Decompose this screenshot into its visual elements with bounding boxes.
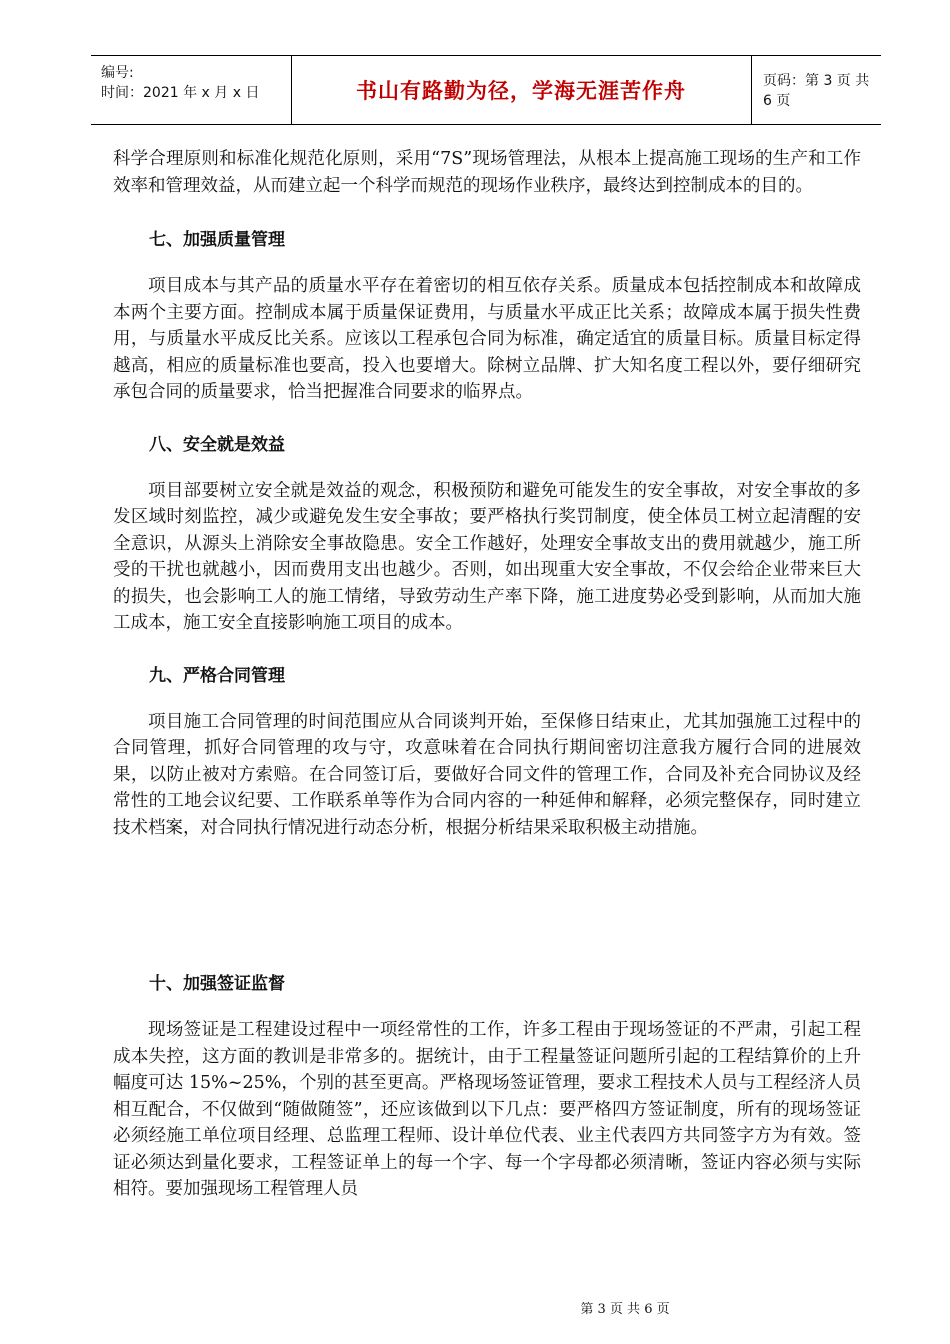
footer-page-number: 第 3 页 共 6 页 xyxy=(580,1302,670,1317)
date-label: 时间：2021 年 x 月 x 日 xyxy=(101,85,260,101)
section-heading-10: 十、加强签证监督 xyxy=(149,974,285,994)
section-text-7: 项目成本与其产品的质量水平存在着密切的相互依存关系。质量成本包括控制成本和故障成本两个主要方面。控制成本属于质量保证费用，与质量水平成正比关系；故障成本属于损失性费用，与质量水平成反比关系。应该以工程承包合同为标准，确定适宜的质量目标。质量目标定得越高，相应的质量标准也要高，投入也要增大。除树立品牌、扩大知名度工程以外，要仔细研究承包合同的质量要求，恰当把握准合同要求的临界点。 xyxy=(113,276,861,402)
section-text-9: 项目施工合同管理的时间范围应从合同谈判开始，至保修日结束止，尤其加强施工过程中的合同管理，抓好合同管理的攻与守，攻意味着在合同执行期间密切注意我方履行合同的进展效果，以防止被对方索赔。在合同签订后，要做好合同文件的管理工作，合同及补充合同协议及经常性的工地会议纪要、工作联系单等作为合同内容的一种延伸和解释，必须完整保存，同时建立技术档案，对合同执行情况进行动态分析，根据分析结果采取积极主动措施。 xyxy=(113,711,861,838)
header-page-cell xyxy=(751,56,881,124)
section-heading-7: 七、加强质量管理 xyxy=(149,230,285,250)
section-heading-8: 八、安全就是效益 xyxy=(149,434,285,455)
document-body xyxy=(113,146,861,1203)
header-meta xyxy=(91,56,292,124)
motto-text: 书山有路勤为径，学海无涯苦作舟 xyxy=(356,79,686,103)
page-header xyxy=(91,55,881,125)
serial-label: 编号: xyxy=(101,65,134,81)
page-code: 页码：第 3 页 共 6 页 xyxy=(763,73,870,109)
page-footer xyxy=(0,1298,950,1317)
section-text-10: 现场签证是工程建设过程中一项经常性的工作，许多工程由于现场签证的不严肃，引起工程成本失控，这方面的教训是非常多的。据统计，由于工程量签证问题所引起的工程结算价的上升幅度可达 15%~25%，个别的甚至更高。严格现场签证管理，要求工程技术人员与工程经济人员相互配合，不仅做到“随做随签”，还应该做到以下几点：要严格四方签证制度，所有的现场签证必须经施工单位项目经理、总监理工程师、设计单位代表、业主代表四方共同签字方为有效。签证必须达到量化要求，工程签证单上的每一个字、每一个字母都必须清晰，签证内容必须与实际相符。要加强现场工程管理人员 xyxy=(113,1020,861,1199)
section-text-8: 项目部要树立安全就是效益的观念，积极预防和避免可能发生的安全事故，对安全事故的多发区域时刻监控，减少或避免发生安全事故；要严格执行奖罚制度，使全体员工树立起清醒的安全意识，从源头上消除安全事故隐患。安全工作越好，处理安全事故支出的费用就越少，施工所受的干扰也就越小，因而费用支出也越少。否则，如出现重大安全事故，不仅会给企业带来巨大的损失，也会影响工人的施工情绪，导致劳动生产率下降，施工进度势必受到影响，从而加大施工成本，施工安全直接影响施工项目的成本。 xyxy=(113,480,861,633)
section-heading-9: 九、严格合同管理 xyxy=(149,665,285,686)
header-motto-cell xyxy=(291,56,752,124)
intro-paragraph: 科学合理原则和标准化规范化原则，采用“7S”现场管理法，从根本上提高施工现场的生产和工作效率和管理效益，从而建立起一个科学而规范的现场作业秩序，最终达到控制成本的目的。 xyxy=(113,149,861,196)
